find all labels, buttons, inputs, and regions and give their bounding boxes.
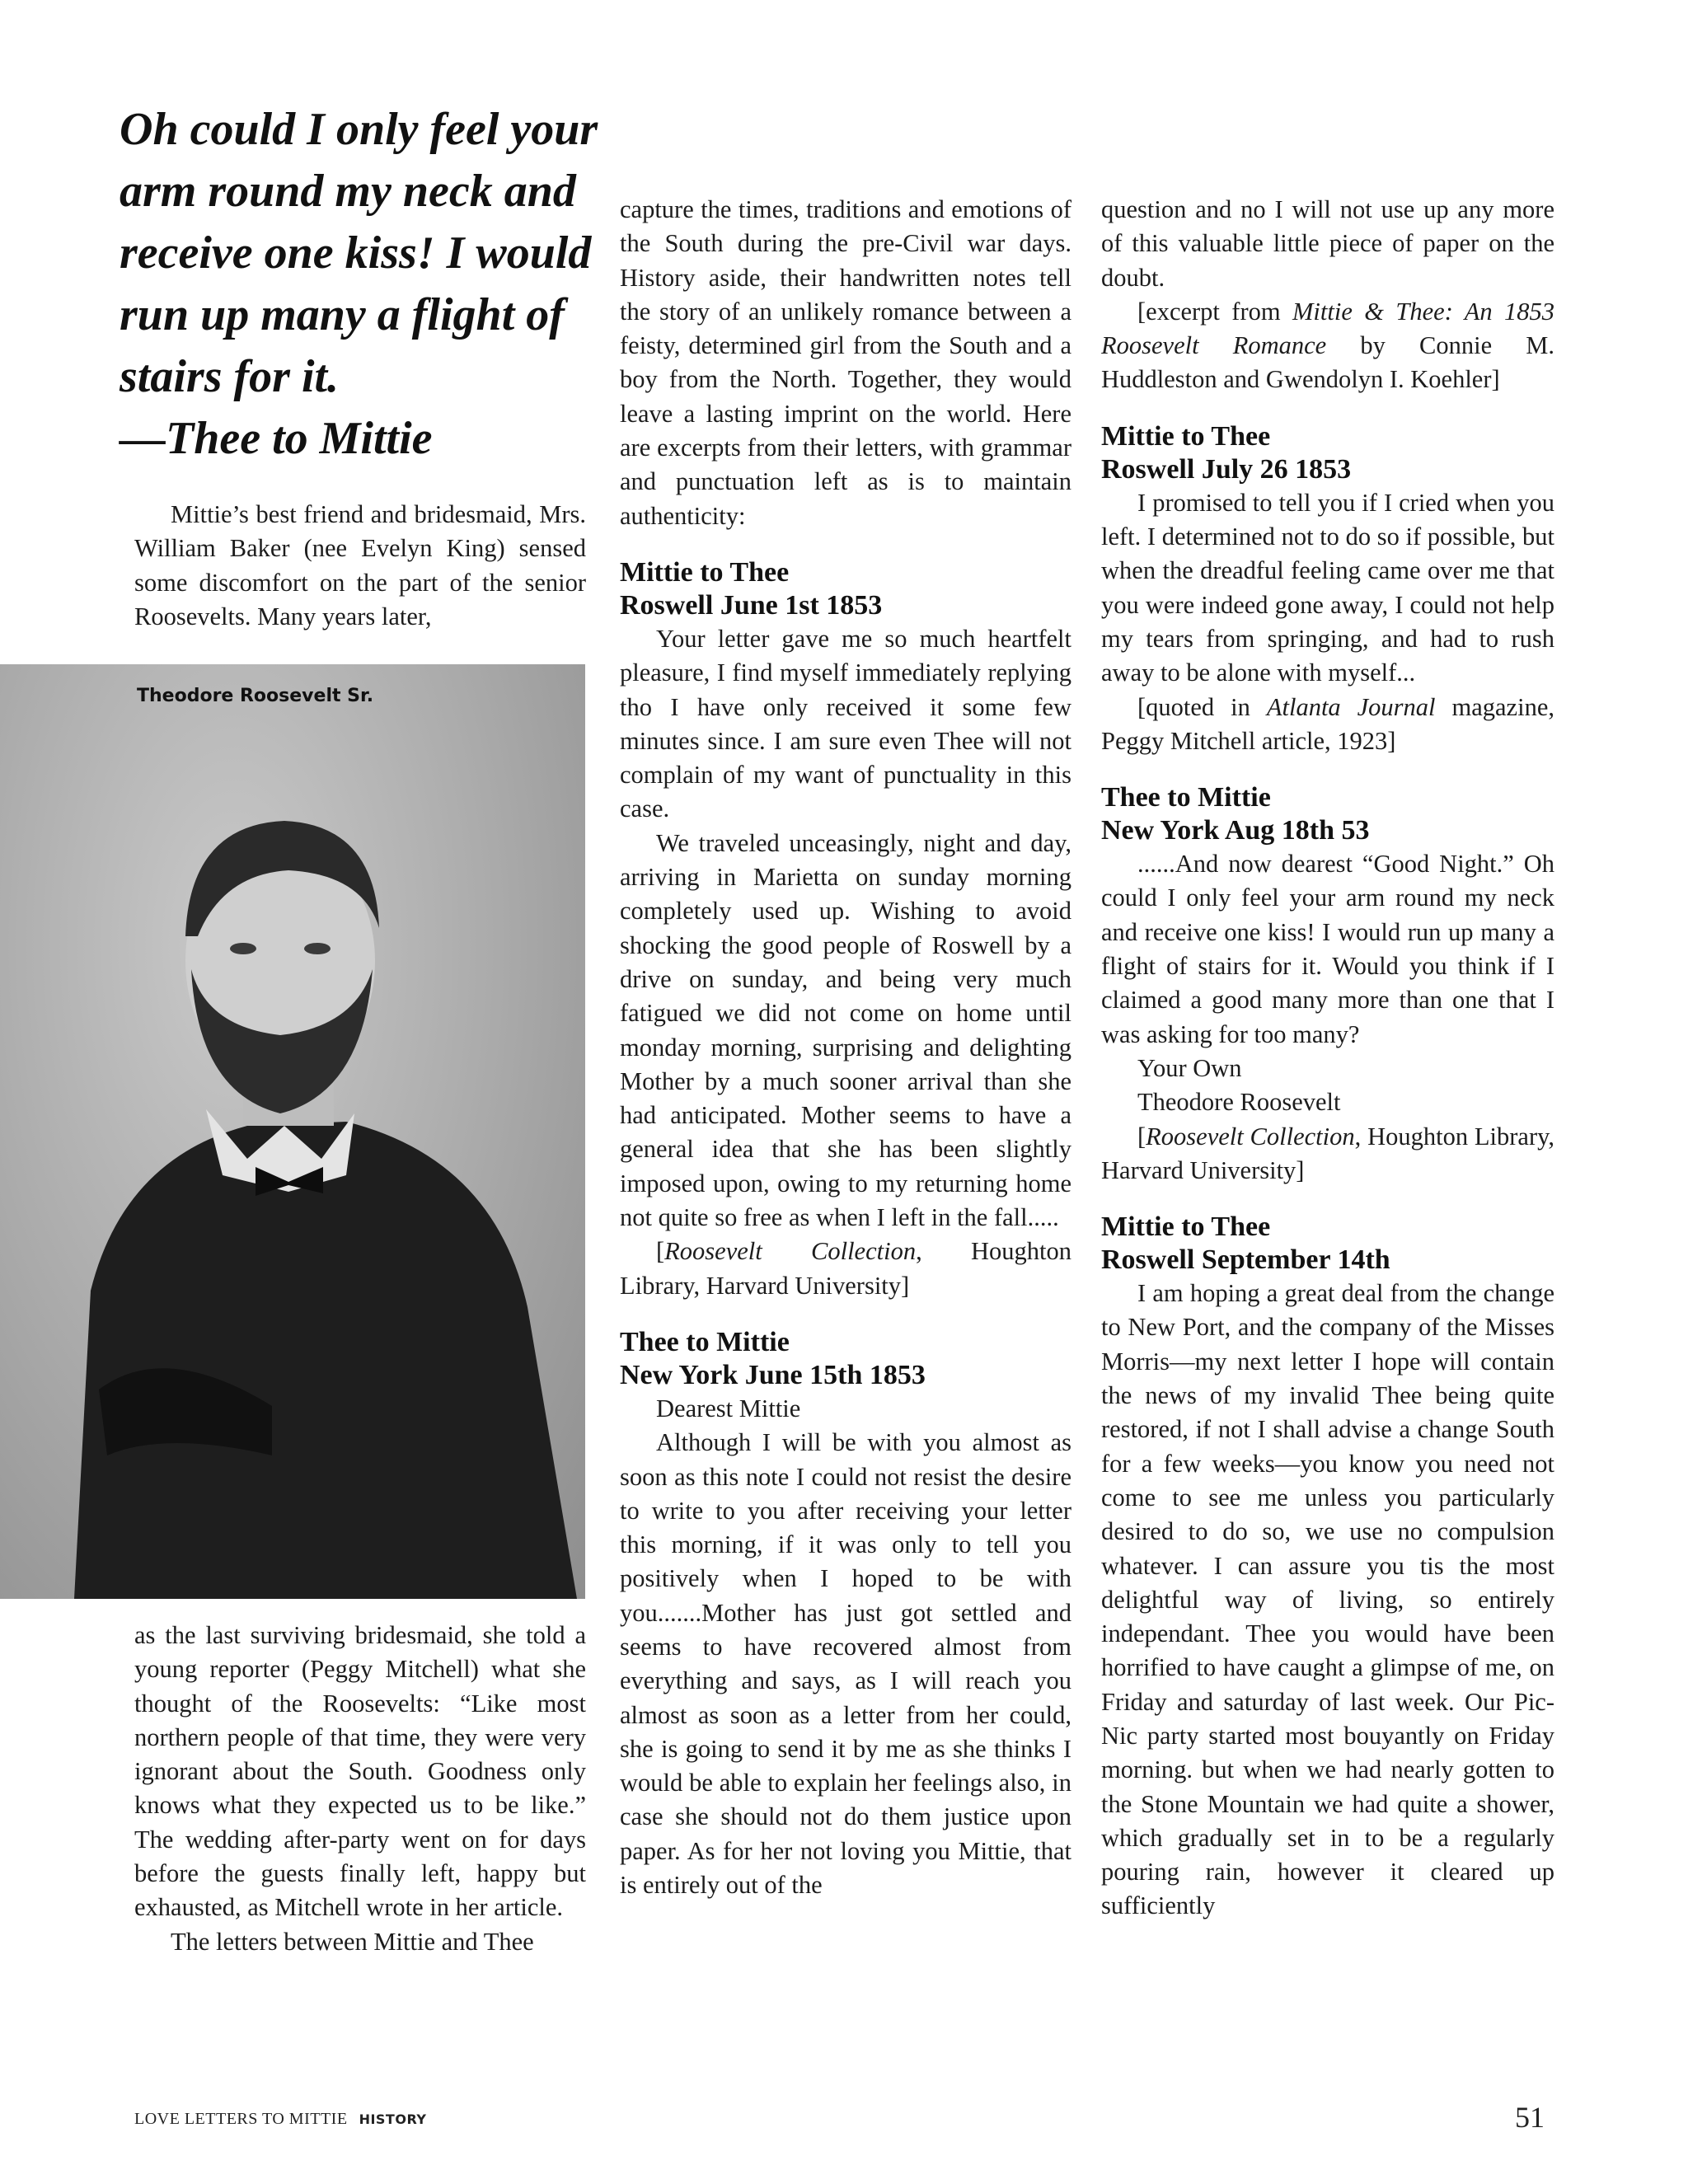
letter-signature: Theodore Roosevelt xyxy=(1137,1088,1341,1117)
letter-subheading: Roswell June 1st 1853 xyxy=(620,589,883,621)
letter-paragraph: ......And now dearest “Good Night.” Oh could I only feel your arm round my neck and receive one kiss! I would run up many a flight of stairs for it. Would you think if I claimed a good many more than one that I was asking for too many? xyxy=(1101,850,1554,1048)
portrait-photo-icon xyxy=(0,664,585,1599)
letter-salutation: Dearest Mittie xyxy=(656,1394,801,1422)
letter-paragraph: I promised to tell you if I cried when you left. I determined not to do so if possible, but when the dreadful feeling came over me that you were indeed gone away, I could not help my tears from springing, and had to rush away to be alone with myself... xyxy=(1101,488,1554,687)
footer-title: LOVE LETTERS TO MITTIE xyxy=(134,2110,348,2128)
letter-heading: Thee to Mittie xyxy=(1101,782,1271,813)
letter-section xyxy=(1101,781,1554,1188)
page-footer xyxy=(134,2110,426,2129)
photo-caption: Theodore Roosevelt Sr. xyxy=(137,686,374,706)
column-1-top xyxy=(134,498,586,634)
column-2 xyxy=(620,193,1071,1902)
footer-section: HISTORY xyxy=(359,2111,427,2127)
letter-section xyxy=(620,556,1071,1303)
pull-quote-line: receive one kiss! I would xyxy=(120,227,592,279)
letter-subheading: New York Aug 18th 53 xyxy=(1101,815,1370,846)
pull-quote-line: Oh could I only feel your xyxy=(120,104,598,155)
body-paragraph: capture the times, traditions and emotions of the South during the pre-Civil war days. History aside, their handwritten notes tell the story of an unlikely romance between a feisty, determined girl from the South and a boy from the North. Together, they would leave a lasting imprint on the world. Here are excerpts from their letters, with grammar and punctuation left as is to maintain authenticity: xyxy=(620,195,1071,530)
pull-quote-line: run up many a flight of xyxy=(120,289,565,340)
pull-quote-line: arm round my neck and xyxy=(120,166,576,217)
body-paragraph: Mittie’s best friend and bridesmaid, Mrs. William Baker (nee Evelyn King) sensed some discomfort on the part of the senior Roosevelts. Many years later, xyxy=(134,500,586,630)
letter-heading: Mittie to Thee xyxy=(1101,1212,1271,1243)
letter-section xyxy=(1101,420,1554,758)
letter-closing: Your Own xyxy=(1137,1053,1242,1082)
letter-heading: Mittie to Thee xyxy=(1101,420,1271,452)
pull-quote xyxy=(120,99,606,470)
intro-section xyxy=(620,193,1071,533)
column-1-bottom xyxy=(134,1619,586,1959)
page-number: 51 xyxy=(1515,2101,1545,2134)
pull-quote-attribution: —Thee to Mittie xyxy=(120,413,433,464)
letter-subheading: New York June 15th 1853 xyxy=(620,1359,926,1390)
letter-heading: Mittie to Thee xyxy=(620,556,790,588)
letter-source: [quoted in Atlanta Journal magazine, Peggy Mitchell article, 1923] xyxy=(1101,692,1554,755)
letter-section xyxy=(620,1326,1071,1902)
letter-source: [Roosevelt Collection, Houghton Library, Harvard University] xyxy=(620,1237,1072,1300)
portrait-photo xyxy=(0,664,585,1599)
column-3 xyxy=(1101,193,1554,1924)
letter-paragraph: Your letter gave me so much heartfelt pleasure, I find myself immediately replying tho I have only received it some few minutes since. I am sure even Thee will not complain of my want of punctuality in this case. xyxy=(620,624,1071,823)
continued-section xyxy=(1101,193,1554,397)
letter-source: [Roosevelt Collection, Houghton Library, Harvard University] xyxy=(1101,1122,1554,1184)
pull-quote-line: stairs for it. xyxy=(120,351,340,402)
letter-section xyxy=(1101,1211,1554,1924)
book-citation: [excerpt from Mittie & Thee: An 1853 Roosevelt Romance by Connie M. Huddleston and Gwendolyn I. Koehler] xyxy=(1101,297,1554,394)
body-paragraph: question and no I will not use up any more of this valuable little piece of paper on the doubt. xyxy=(1101,195,1554,292)
letter-paragraph: We traveled unceasingly, night and day, arriving in Marietta on sunday morning completely used up. Wishing to avoid shocking the good people of Roswell by a drive on sunday, and being very much fatigued we did not come on home until monday morning, surprising and delighting Mother by a much sooner arrival than she had anticipated. Mother seems to have a general idea that she has been slightly imposed upon, owing to my returning home not quite so free as when I left in the fall..... xyxy=(620,828,1071,1232)
body-paragraph: as the last surviving bridesmaid, she told a young reporter (Peggy Mitchell) what she thought of the Roosevelts: “Like most northern people of that time, they were very ignorant about the South. Goodness only knows what they expected us to be like.” The wedding after-party went on for days before the guests finally left, happy but exhausted, as Mitchell wrote in her article. xyxy=(134,1621,586,1922)
letter-paragraph: Although I will be with you almost as soon as this note I could not resist the desire to write to you after receiving your letter this morning, if it was only to tell you positively when I hoped to be with you.......Mother has just got settled and seems to have recovered almost from everything and says, as I will reach you almost as soon as a letter from her could, she is going to send it by me as she thinks I would be able to explain her feelings also, in case she should not do them justice upon paper. As for her not loving you Mittie, that is entirely out of the xyxy=(620,1428,1071,1900)
letter-paragraph: I am hoping a great deal from the change to New Port, and the company of the Misses Morris—my next letter I hope will contain the news of my invalid Thee being quite restored, if not I shall advise a change South for a few weeks—you know you need not come to see me unless you particularly desired to do so, we use no compulsion whatever. I can assure you tis the most delightful way of living, so entirely independant. Thee you would have been horrified to have caught a glimpse of me, on Friday and saturday of last week. Our Pic-Nic party started most bouyantly on Friday morning. but when we had nearly gotten to the Stone Mountain we had quite a shower, which gradually set in to be a regularly pouring rain, however it cleared up sufficiently xyxy=(1101,1279,1554,1920)
letter-subheading: Roswell September 14th xyxy=(1101,1244,1390,1276)
body-paragraph: The letters between Mittie and Thee xyxy=(171,1927,534,1956)
letter-subheading: Roswell July 26 1853 xyxy=(1101,453,1352,485)
letter-heading: Thee to Mittie xyxy=(620,1326,790,1357)
